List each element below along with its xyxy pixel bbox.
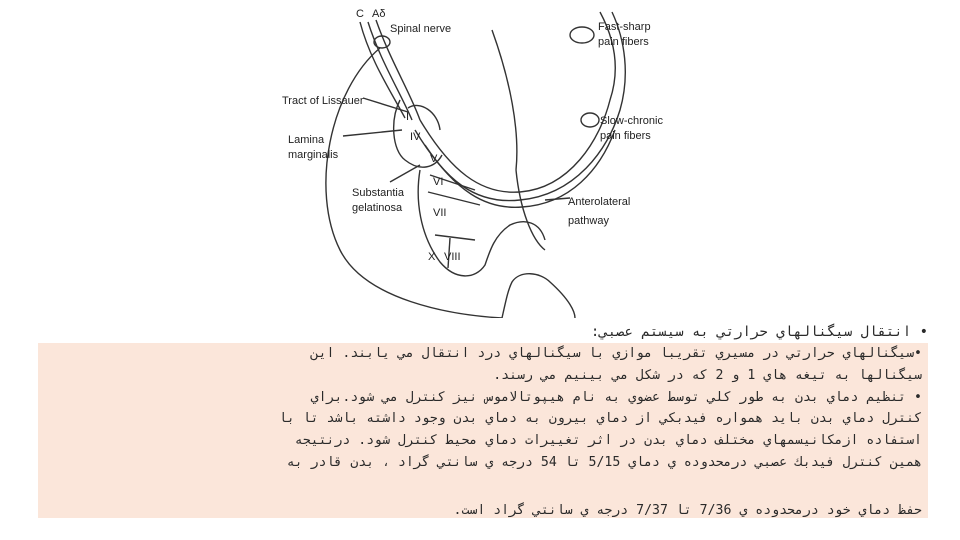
- pain-pathway-svg: [270, 0, 690, 318]
- label-lamina: Lamina: [288, 134, 325, 146]
- label-lamina-i: I: [406, 111, 410, 123]
- label-marginalis: marginalis: [288, 149, 339, 161]
- label-lamina-iv: IV: [410, 131, 421, 143]
- label-slow-chronic: Slow-chronic: [600, 115, 663, 127]
- label-lamina-vii: VII: [433, 207, 447, 219]
- label-lamina-vi: VI: [433, 176, 444, 188]
- label-anterolateral: Anterolateral: [568, 196, 631, 208]
- cord-outline-left: [326, 48, 502, 318]
- label-spinal-nerve: Spinal nerve: [390, 23, 452, 35]
- label-a-delta: Aδ: [372, 8, 386, 20]
- label-tract: Tract of Lissauer: [282, 95, 364, 107]
- label-c: C: [356, 8, 364, 20]
- label-gelatinosa: gelatinosa: [352, 202, 403, 214]
- highlighted-paragraph: [38, 343, 928, 518]
- spinal-cord-diagram: [270, 0, 690, 318]
- label-fast-sharp: Fast-sharp: [598, 21, 651, 33]
- label-pain-fibers-1: pain fibers: [598, 36, 649, 48]
- label-lamina-v: V: [430, 153, 438, 165]
- fiber-a-delta: [368, 22, 412, 120]
- text-line: سيگنالها به تيغه هاي 1 و 2 كه در شكل مي بينيم مي رسند.: [493, 367, 922, 383]
- anterior-fissure: [502, 274, 575, 318]
- cord-outline-right: [492, 30, 517, 170]
- text-section: [38, 321, 928, 518]
- text-line: •سيگنالهاي حرارتي در مسيري تقريبا موازي با سيگنالهاي درد انتقال مي يابند. اين: [310, 346, 922, 361]
- label-pathway: pathway: [568, 215, 609, 227]
- label-lamina-viii: VIII: [444, 251, 461, 263]
- text-line: همين كنترل فيدبك عصبي درمحدوده ي دماي 5/15 تا 54 درجه ي سانتي گراد ، بدن قادر به: [286, 454, 922, 470]
- text-line: استفاده ازمكانيسمهاي مختلف دماي بدن در اثر تغييرات دماي محيط كنترل شود. درنتيجه: [294, 433, 922, 449]
- last-line: حفظ دماي خود درمحدوده ي 7/36 تا 7/37 درجه ي سانتي گراد است.: [453, 503, 922, 518]
- section-title: • انتقال سيگنالهاي حرارتي به سيستم عصبي:: [590, 324, 928, 340]
- label-substantia: Substantia: [352, 187, 404, 199]
- text-line: كنترل دماي بدن بايد همواره فيدبكي از دماي بيرون به دماي بدن وجود داشته باشد تا با: [278, 411, 922, 427]
- text-line: • تنظيم دماي بدن به طور كلي توسط عضوي به نام هيپوتالاموس نيز كنترل مي شود.براي: [310, 389, 922, 405]
- label-lamina-x: X: [428, 251, 436, 263]
- label-pain-fibers-2: pain fibers: [600, 130, 651, 142]
- fast-sharp-fiber: [420, 12, 615, 192]
- cord-right: [516, 170, 545, 250]
